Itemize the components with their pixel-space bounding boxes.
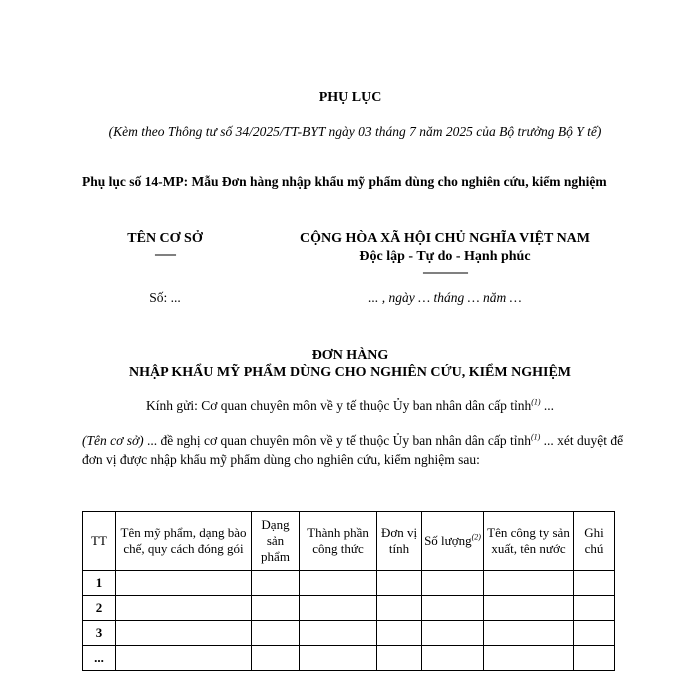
cell (116, 621, 252, 646)
request-facility-name: (Tên cơ sở) (82, 433, 144, 448)
cell (484, 646, 574, 671)
cell (300, 646, 377, 671)
request-text: ... đề nghị cơ quan chuyên môn về y tế thuộc Ủy ban nhân dân cấp tỉnh (143, 433, 531, 448)
table-row (83, 621, 615, 646)
quantity-footnote-mark: (2) (471, 532, 481, 542)
table-row (83, 596, 615, 621)
appendix-subtitle: (Kèm theo Thông tư số 34/2025/TT-BYT ngày 03 tháng 7 năm 2025 của Bộ trưởng Bộ Y tế) (108, 124, 602, 139)
row-number: 1 (83, 571, 116, 596)
nation-dash: --------------- (422, 265, 468, 279)
cell (574, 621, 615, 646)
cell (300, 596, 377, 621)
header-quantity-label: Số lượng (424, 533, 472, 548)
greeting-end: ... (540, 398, 555, 413)
cell (574, 646, 615, 671)
cell (116, 596, 252, 621)
cell (422, 571, 484, 596)
organization-dash: ------- (154, 247, 176, 261)
cell (116, 646, 252, 671)
cell (300, 571, 377, 596)
organization-name: TÊN CƠ SỞ (127, 231, 203, 246)
header-unit: Đơn vị tính (377, 512, 422, 571)
request-paragraph (82, 431, 627, 469)
order-title-line1: ĐƠN HÀNG (311, 348, 389, 363)
header-quantity (422, 512, 484, 571)
cell (252, 621, 300, 646)
cell (484, 571, 574, 596)
header-formula: Thành phần công thức (300, 512, 377, 571)
nation-name: CỘNG HÒA XÃ HỘI CHỦ NGHĨA VIỆT NAM (299, 231, 590, 246)
cell (300, 621, 377, 646)
cell (422, 646, 484, 671)
cell (377, 571, 422, 596)
request-footnote-mark: (1) (530, 432, 541, 442)
cell (484, 596, 574, 621)
request-end: ... xét duyệt để đơn vị được nhập khẩu mỹ phẩm dùng cho nghiên cứu, kiểm nghiệm sau: (82, 433, 624, 467)
cell (252, 596, 300, 621)
row-number: 3 (83, 621, 116, 646)
greeting-line (0, 398, 700, 414)
cell (422, 621, 484, 646)
table-row (83, 646, 615, 671)
annex-heading: Phụ lục số 14-MP: Mẫu Đơn hàng nhập khẩu mỹ phẩm dùng cho nghiên cứu, kiểm nghiệm (82, 174, 607, 189)
document-date: ... , ngày … tháng … năm … (368, 290, 522, 305)
cell (252, 571, 300, 596)
header-manufacturer: Tên công ty sản xuất, tên nước (484, 512, 574, 571)
order-title (0, 347, 700, 381)
header-notes: Ghi chú (574, 512, 615, 571)
organization-block (110, 230, 220, 260)
appendix-title: PHỤ LỤC (318, 90, 382, 105)
header-product-name: Tên mỹ phẩm, dạng bào chế, quy cách đóng gói (116, 512, 252, 571)
row-number: 2 (83, 596, 116, 621)
nation-motto: Độc lập - Tự do - Hạnh phúc (359, 249, 531, 264)
cell (484, 621, 574, 646)
greeting-text: Kính gửi: Cơ quan chuyên môn về y tế thuộc Ủy ban nhân dân cấp tỉnh (145, 398, 532, 413)
cell (377, 596, 422, 621)
cell (377, 646, 422, 671)
cell (377, 621, 422, 646)
cell (574, 596, 615, 621)
header-product-form: Dạng sản phẩm (252, 512, 300, 571)
table-row (83, 571, 615, 596)
order-table (82, 511, 615, 671)
cell (116, 571, 252, 596)
header-tt: TT (83, 512, 116, 571)
table-header-row (83, 512, 615, 571)
greeting-footnote-mark: (1) (531, 397, 541, 407)
row-number: ... (83, 646, 116, 671)
national-motto-block (270, 230, 620, 278)
cell (422, 596, 484, 621)
order-title-line2: NHẬP KHẨU MỸ PHẨM DÙNG CHO NGHIÊN CỨU, KIỂM NGHIỆM (128, 365, 572, 380)
cell (574, 571, 615, 596)
cell (252, 646, 300, 671)
document-number: Số: ... (149, 290, 181, 305)
